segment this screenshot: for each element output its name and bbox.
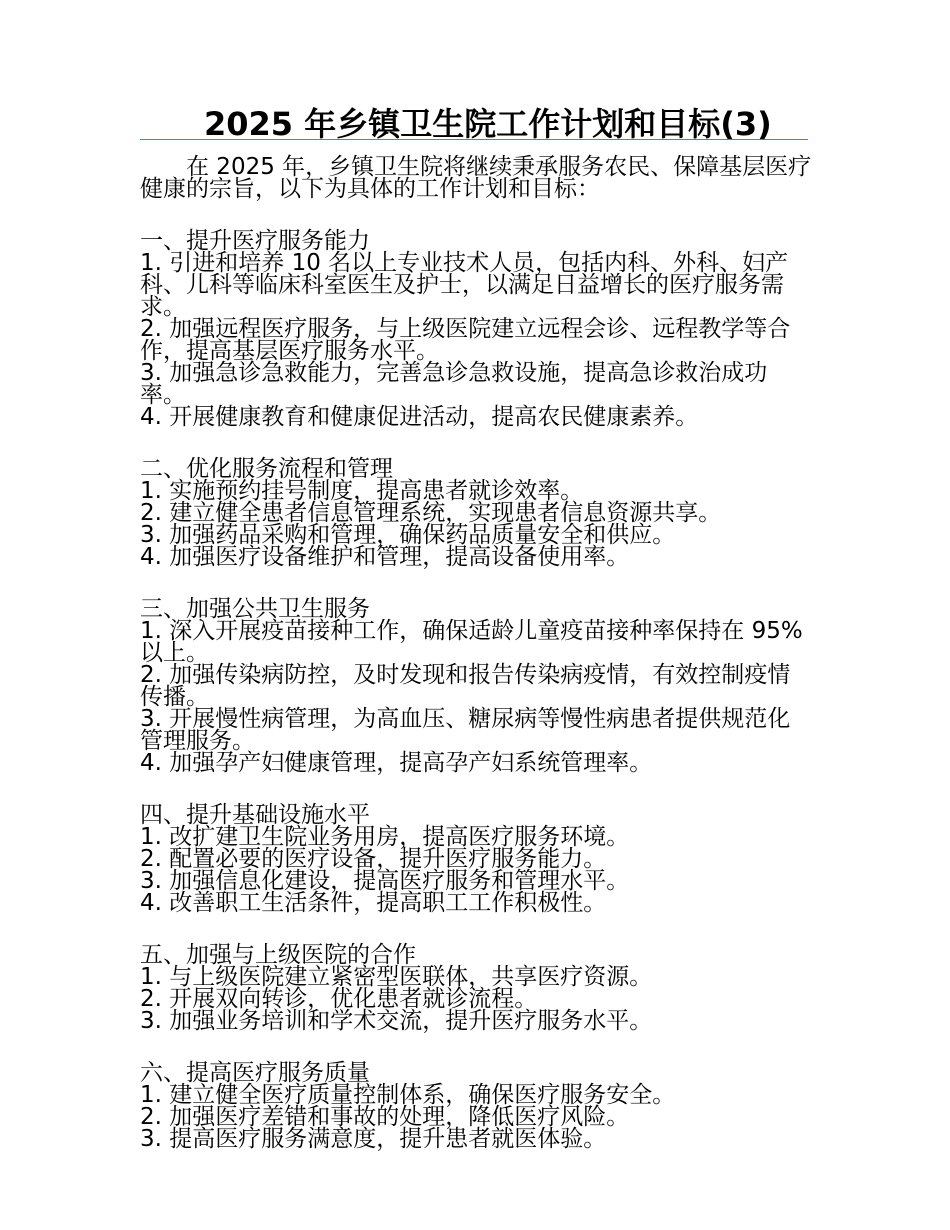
section-3 xyxy=(140,598,812,774)
list-item: 2. 配置必要的医疗设备，提升医疗服务能力。 xyxy=(140,846,607,872)
list-item: 2. 加强传染病防控，及时发现和报告传染病疫情，有效控制疫情传播。 xyxy=(140,662,791,710)
list-item: 1. 改扩建卫生院业务用房，提高医疗服务环境。 xyxy=(140,824,630,850)
list-item: 2. 建立健全患者信息管理系统，实现患者信息资源共享。 xyxy=(140,500,722,526)
list-item: 1. 与上级医院建立紧密型医联体，共享医疗资源。 xyxy=(140,964,653,990)
list-item: 3. 加强药品采购和管理，确保药品质量安全和供应。 xyxy=(140,522,676,548)
section-heading: 一、提升医疗服务能力 xyxy=(140,228,370,254)
title-underline xyxy=(140,139,808,140)
section-heading: 五、加强与上级医院的合作 xyxy=(140,942,416,968)
section-1 xyxy=(140,230,812,428)
list-item: 4. 加强孕产妇健康管理，提高孕产妇系统管理率。 xyxy=(140,750,653,776)
section-5 xyxy=(140,944,812,1032)
list-item: 4. 开展健康教育和健康促进活动，提高农民健康素养。 xyxy=(140,404,699,430)
list-item: 2. 加强医疗差错和事故的处理，降低医疗风险。 xyxy=(140,1104,630,1130)
intro-paragraph: 在 2025 年，乡镇卫生院将继续秉承服务农民、保障基层医疗健康的宗旨，以下为具体的工作计划和目标： xyxy=(140,154,812,202)
list-item: 3. 提高医疗服务满意度，提升患者就医体验。 xyxy=(140,1126,607,1152)
section-heading: 三、加强公共卫生服务 xyxy=(140,596,370,622)
list-item: 2. 开展双向转诊，优化患者就诊流程。 xyxy=(140,986,538,1012)
list-item: 4. 加强医疗设备维护和管理，提高设备使用率。 xyxy=(140,544,630,570)
section-2 xyxy=(140,458,812,568)
list-item: 1. 建立健全医疗质量控制体系，确保医疗服务安全。 xyxy=(140,1082,676,1108)
section-4 xyxy=(140,804,812,914)
document-body xyxy=(140,156,812,1150)
document-title: 2025 年乡镇卫生院工作计划和目标(3) xyxy=(204,105,772,143)
section-heading: 六、提高医疗服务质量 xyxy=(140,1060,370,1086)
list-item: 1. 实施预约挂号制度，提高患者就诊效率。 xyxy=(140,478,584,504)
list-item: 3. 加强急诊急救能力，完善急诊急救设施，提高急诊救治成功率。 xyxy=(140,360,768,408)
section-heading: 二、优化服务流程和管理 xyxy=(140,456,393,482)
list-item: 4. 改善职工生活条件，提高职工工作积极性。 xyxy=(140,890,607,916)
list-item: 3. 加强信息化建设，提高医疗服务和管理水平。 xyxy=(140,868,630,894)
section-6 xyxy=(140,1062,812,1150)
list-item: 2. 加强远程医疗服务，与上级医院建立远程会诊、远程教学等合作，提高基层医疗服务水平。 xyxy=(140,316,791,364)
list-item: 1. 深入开展疫苗接种工作，确保适龄儿童疫苗接种率保持在 95%以上。 xyxy=(140,618,803,666)
list-item: 3. 开展慢性病管理，为高血压、糖尿病等慢性病患者提供规范化管理服务。 xyxy=(140,706,791,754)
list-item: 3. 加强业务培训和学术交流，提升医疗服务水平。 xyxy=(140,1008,653,1034)
list-item: 1. 引进和培养 10 名以上专业技术人员，包括内科、外科、妇产科、儿科等临床科室医生及护士，以满足日益增长的医疗服务需求。 xyxy=(140,250,789,320)
section-heading: 四、提升基础设施水平 xyxy=(140,802,370,828)
